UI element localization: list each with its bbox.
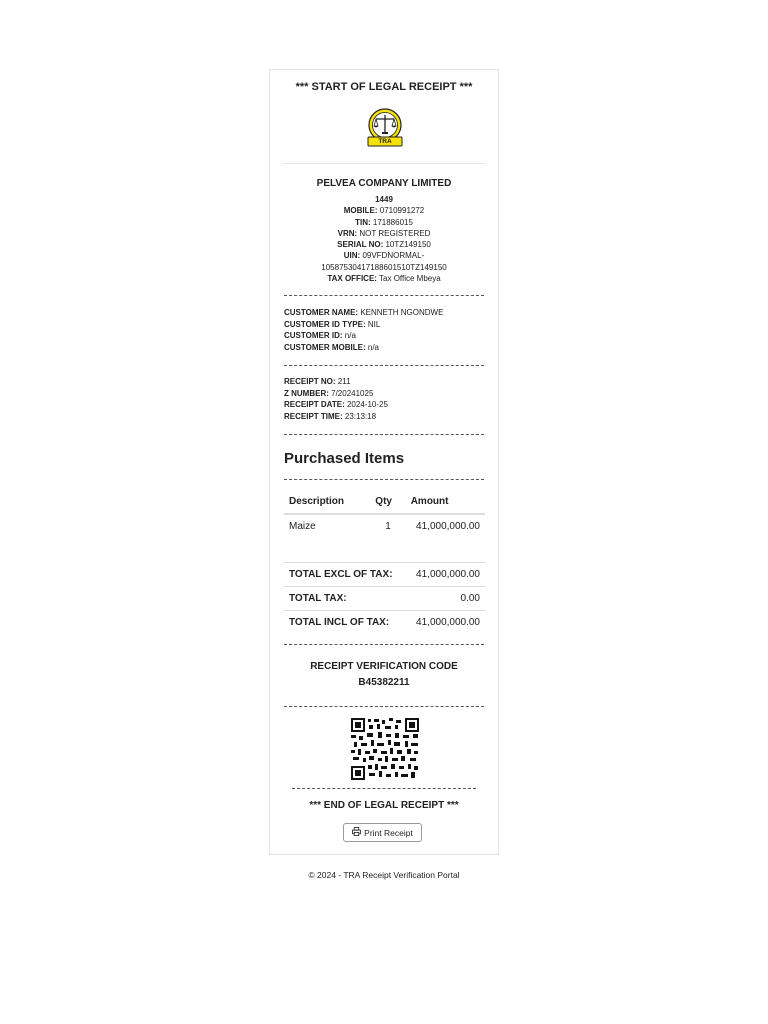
customer-id-label: CUSTOMER ID: — [284, 331, 343, 340]
serial-value: 10TZ149150 — [385, 240, 431, 250]
receipt-card — [269, 69, 499, 855]
uin-value-1: 09VFDNORMAL- — [362, 251, 425, 261]
tra-logo — [363, 106, 407, 150]
customer-id-type-label: CUSTOMER ID TYPE: — [284, 319, 366, 329]
item-description: Maize — [289, 521, 316, 532]
print-receipt-label: Print Receipt — [364, 827, 413, 838]
uin-label: UIN: — [343, 251, 361, 261]
total-incl-value: 41,000,000.00 — [406, 611, 485, 635]
dashed-divider — [284, 295, 484, 296]
receipt-no-value: 211 — [337, 377, 351, 386]
customer-mobile-label: CUSTOMER MOBILE: — [284, 342, 366, 352]
receipt-date-value: 2024-10-25 — [346, 400, 388, 409]
total-incl-label: TOTAL INCL OF TAX: — [284, 611, 406, 635]
qr-code — [351, 718, 419, 780]
receipt-meta — [284, 376, 488, 422]
customer-name-value: KENNETH NGONDWE — [360, 308, 444, 317]
vrn-label: VRN: — [337, 228, 358, 238]
col-amount: Amount — [406, 490, 485, 514]
company-info — [270, 194, 498, 284]
col-description: Description — [284, 490, 370, 514]
footer-copyright: © 2024 - TRA Receipt Verification Portal — [308, 870, 460, 880]
receipt-time-value: 23:13:18 — [344, 411, 377, 421]
tax-office-value: Tax Office Mbeya — [379, 274, 441, 284]
table-row — [284, 514, 485, 538]
tin-value: 171886015 — [372, 217, 413, 227]
col-qty: Qty — [370, 490, 405, 514]
dashed-divider — [284, 434, 484, 435]
tin-label: TIN: — [355, 217, 371, 227]
purchased-items-title: Purchased Items — [284, 450, 405, 467]
total-tax-value: 0.00 — [406, 587, 485, 611]
print-receipt-button[interactable] — [343, 823, 422, 842]
customer-name-label: CUSTOMER NAME: — [284, 308, 359, 317]
receipt-time-label: RECEIPT TIME: — [284, 411, 343, 421]
tra-logo-text: TRA — [378, 138, 392, 145]
table-spacer-row — [284, 538, 485, 563]
z-number-label: Z NUMBER: — [284, 388, 329, 398]
dashed-divider — [292, 788, 476, 789]
customer-id-type-value: NIL — [367, 319, 381, 329]
table-header-row — [284, 490, 485, 514]
verification-code-label: RECEIPT VERIFICATION CODE — [310, 661, 458, 672]
total-excl-value: 41,000,000.00 — [406, 563, 485, 587]
tax-office-label: TAX OFFICE: — [327, 274, 377, 284]
total-row — [284, 611, 485, 635]
printer-icon — [352, 827, 361, 838]
receipt-end-label: *** END OF LEGAL RECEIPT *** — [309, 800, 459, 811]
receipt-no-label: RECEIPT NO: — [284, 377, 336, 386]
z-number-value: 7/20241025 — [331, 388, 374, 398]
total-row — [284, 563, 485, 587]
dashed-divider — [284, 479, 484, 480]
company-number: 1449 — [375, 195, 393, 204]
uin-value-2: 10587530417188601510TZ149150 — [321, 262, 447, 272]
receipt-start-label: *** START OF LEGAL RECEIPT *** — [295, 81, 473, 93]
serial-label: SERIAL NO: — [337, 240, 384, 250]
verification-code-value: B45382211 — [358, 677, 410, 688]
header-divider — [282, 163, 486, 164]
item-qty: 1 — [385, 521, 391, 532]
customer-id-value: n/a — [344, 331, 356, 340]
mobile-value: 0710991272 — [379, 206, 425, 216]
dashed-divider — [284, 644, 484, 645]
total-row — [284, 587, 485, 611]
customer-mobile-value: n/a — [367, 342, 379, 352]
customer-info — [284, 307, 488, 353]
items-table — [284, 490, 485, 634]
total-excl-label: TOTAL EXCL OF TAX: — [284, 563, 406, 587]
dashed-divider — [284, 365, 484, 366]
total-tax-label: TOTAL TAX: — [284, 587, 406, 611]
receipt-date-label: RECEIPT DATE: — [284, 400, 345, 409]
item-amount: 41,000,000.00 — [416, 521, 480, 532]
dashed-divider — [284, 706, 484, 707]
company-name: PELVEA COMPANY LIMITED — [316, 178, 452, 189]
mobile-label: MOBILE: — [343, 206, 378, 216]
vrn-value: NOT REGISTERED — [359, 228, 431, 238]
